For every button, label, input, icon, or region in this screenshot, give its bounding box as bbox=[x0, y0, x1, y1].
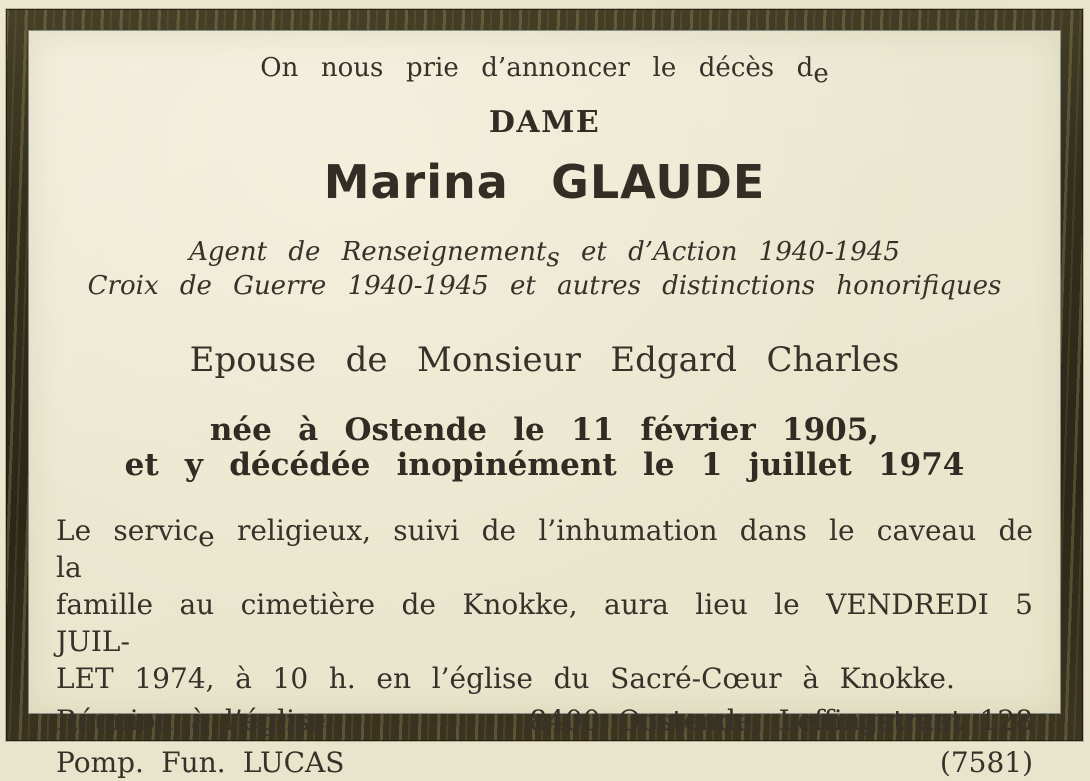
service-line-3: LET 1974, à 10 h. en l’église du Sacré-Cœur à Knokke. bbox=[56, 662, 955, 695]
service-line-2: famille au cimetière de Knokke, aura lieu le VENDREDI 5 JUIL- bbox=[56, 588, 1033, 658]
announcement-subscript: e bbox=[813, 58, 829, 89]
spouse-line: Epouse de Monsieur Edgard Charles bbox=[189, 340, 900, 380]
honors-line-2: Croix de Guerre 1940-1945 et autres distinctions honorifiques bbox=[87, 271, 1002, 301]
announcement-text: On nous prie d’annoncer le décès d bbox=[260, 53, 814, 83]
address: 8400 Oostende, Leffingstraat 128 bbox=[529, 704, 1033, 737]
footer-row-1 bbox=[29, 703, 1060, 739]
service-paragraph bbox=[29, 512, 1060, 697]
service1-subscript: e bbox=[198, 520, 215, 554]
title-dame: DAME bbox=[488, 105, 601, 140]
service-line-1 bbox=[56, 512, 1033, 586]
footer-row-2 bbox=[29, 745, 1060, 781]
funeral-home: Pomp. Fun. LUCAS bbox=[56, 746, 345, 779]
reunion-note: Réunion à l’église. bbox=[56, 704, 335, 737]
honors1-post: et d’Action 1940-1945 bbox=[559, 237, 900, 267]
announcement-line bbox=[29, 53, 1060, 89]
birth-line: née à Ostende le 11 février 1905, bbox=[209, 412, 880, 448]
honors1-subscript: s bbox=[546, 242, 560, 273]
deceased-name: Marina GLAUDE bbox=[323, 155, 766, 209]
card-frame bbox=[6, 9, 1083, 779]
death-line: et y décédée inopinément le 1 juillet 1974 bbox=[124, 447, 965, 483]
memorial-card bbox=[28, 30, 1061, 779]
service1-post: religieux, suivi de l’inhumation dans le caveau de la bbox=[56, 514, 1033, 584]
service1-pre: Le servic bbox=[56, 514, 199, 547]
honors-line-1 bbox=[29, 237, 1060, 273]
reference-number: (7581) bbox=[939, 746, 1033, 779]
honors1-pre: Agent de Renseignement bbox=[189, 237, 547, 267]
